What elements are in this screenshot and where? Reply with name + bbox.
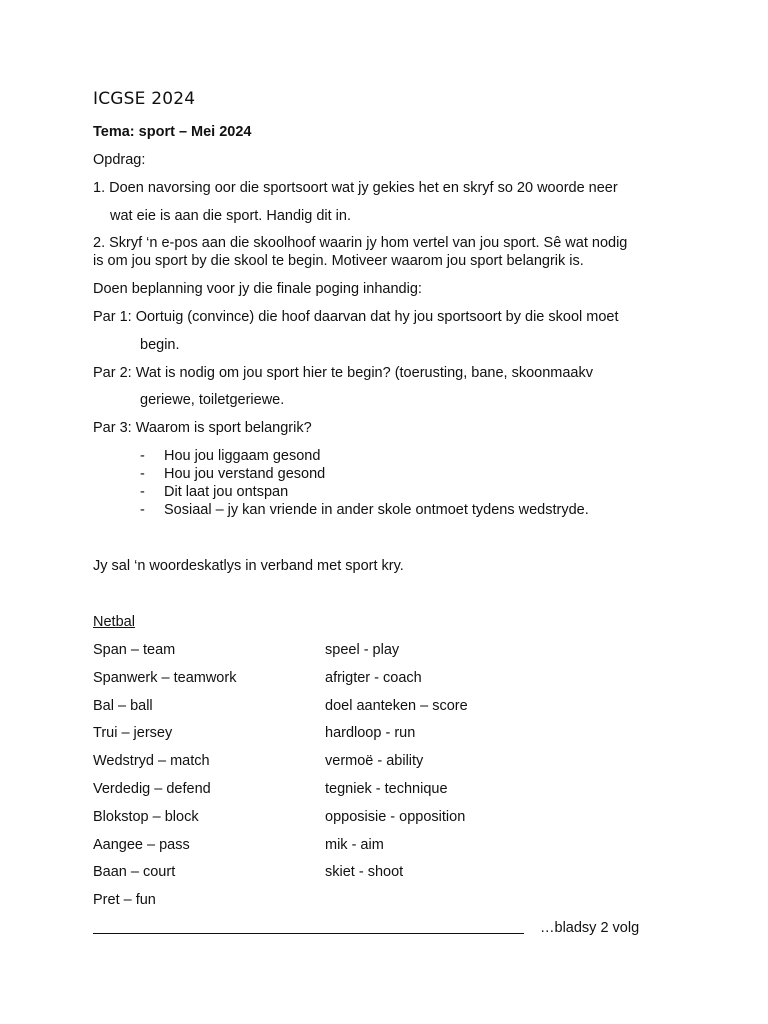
vocab-left-item: Bal – ball bbox=[93, 698, 153, 714]
par1-line2: begin. bbox=[140, 337, 180, 353]
par1-line1: Par 1: Oortuig (convince) die hoof daarvan dat hy jou sportsoort by die skool moet bbox=[93, 309, 619, 325]
document-title: ICGSE 2024 bbox=[93, 89, 196, 109]
bullet-text: Hou jou verstand gesond bbox=[164, 466, 326, 482]
bullet-dash: - bbox=[140, 484, 145, 500]
bullet-dash: - bbox=[140, 448, 145, 464]
bullet-text: Hou jou liggaam gesond bbox=[164, 448, 321, 464]
page-continues-note: …bladsy 2 volg bbox=[540, 920, 640, 936]
vocab-left-item: Baan – court bbox=[93, 864, 176, 880]
bullet-dash: - bbox=[140, 466, 145, 482]
footer-rule bbox=[93, 933, 524, 934]
vocab-right-item: tegniek - technique bbox=[325, 781, 448, 797]
vocab-right-item: speel - play bbox=[325, 642, 400, 658]
vocab-left-item: Verdedig – defend bbox=[93, 781, 211, 797]
vocab-right-item: opposisie - opposition bbox=[325, 809, 466, 825]
theme-heading: Tema: sport – Mei 2024 bbox=[93, 124, 252, 140]
vocab-right-item: mik - aim bbox=[325, 837, 384, 853]
task1-line1: 1. Doen navorsing oor die sportsoort wat jy gekies het en skryf so 20 woorde neer bbox=[93, 180, 618, 196]
vocab-right-item: skiet - shoot bbox=[325, 864, 404, 880]
vocab-left-item: Wedstryd – match bbox=[93, 753, 210, 769]
planning-text: Doen beplanning voor jy die finale poging inhandig: bbox=[93, 281, 422, 297]
vocab-left-item: Aangee – pass bbox=[93, 837, 190, 853]
vocab-right-item: afrigter - coach bbox=[325, 670, 422, 686]
bullet-text: Dit laat jou ontspan bbox=[164, 484, 289, 500]
vocab-right-item: vermoë - ability bbox=[325, 753, 424, 769]
task1-line2: wat eie is aan die sport. Handig dit in. bbox=[110, 208, 351, 224]
bullet-text: Sosiaal – jy kan vriende in ander skole ontmoet tydens wedstryde. bbox=[164, 502, 589, 518]
par2-line1: Par 2: Wat is nodig om jou sport hier te begin? (toerusting, bane, skoonmaakv bbox=[93, 365, 593, 381]
vocab-left-item: Pret – fun bbox=[93, 892, 156, 908]
opdrag-label: Opdrag: bbox=[93, 152, 146, 168]
vocab-left-item: Trui – jersey bbox=[93, 725, 173, 741]
task2-line2: is om jou sport by die skool te begin. Motiveer waarom jou sport belangrik is. bbox=[93, 253, 584, 269]
section-heading-netbal: Netbal bbox=[93, 614, 135, 630]
vocab-right-item: doel aanteken – score bbox=[325, 698, 468, 714]
par3-heading: Par 3: Waarom is sport belangrik? bbox=[93, 420, 312, 436]
bullet-dash: - bbox=[140, 502, 145, 518]
vocab-left-item: Span – team bbox=[93, 642, 176, 658]
par2-line2: geriewe, toiletgeriewe. bbox=[140, 392, 285, 408]
task2-line1: 2. Skryf ‘n e-pos aan die skoolhoof waarin jy hom vertel van jou sport. Sê wat nodig bbox=[93, 235, 628, 251]
vocab-left-item: Spanwerk – teamwork bbox=[93, 670, 237, 686]
wordlist-intro: Jy sal ‘n woordeskatlys in verband met sport kry. bbox=[93, 558, 404, 574]
vocab-right-item: hardloop - run bbox=[325, 725, 416, 741]
vocab-left-item: Blokstop – block bbox=[93, 809, 199, 825]
